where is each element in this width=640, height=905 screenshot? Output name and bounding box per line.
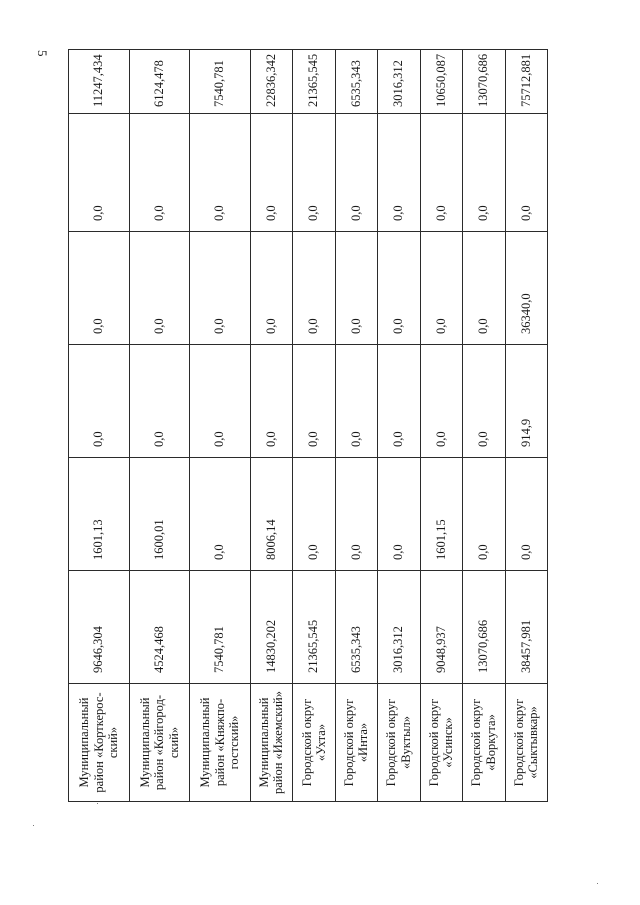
value-cell: 0,0 bbox=[378, 232, 420, 345]
total-cell: 6535,343 bbox=[335, 50, 377, 114]
value-cell: 0,0 bbox=[335, 458, 377, 571]
total-cell: 3016,312 bbox=[378, 50, 420, 114]
value-cell: 0,0 bbox=[378, 114, 420, 232]
total-cell: 10650,087 bbox=[420, 50, 462, 114]
value-cell: 0,0 bbox=[69, 114, 130, 232]
value-cell: 3016,312 bbox=[378, 571, 420, 684]
total-cell: 11247,434 bbox=[69, 50, 130, 114]
value-cell: 0,0 bbox=[129, 114, 190, 232]
value-cell: 1600,01 bbox=[129, 458, 190, 571]
value-cell: 0,0 bbox=[378, 345, 420, 458]
scan-speck bbox=[597, 883, 598, 884]
value-cell: 0,0 bbox=[250, 232, 292, 345]
municipality-name: Муниципальный район «Корткерос-ский» bbox=[69, 684, 130, 802]
total-cell: 6124,478 bbox=[129, 50, 190, 114]
table-row bbox=[420, 50, 462, 802]
value-cell: 0,0 bbox=[335, 232, 377, 345]
value-cell: 0,0 bbox=[420, 114, 462, 232]
value-cell: 14830,202 bbox=[250, 571, 292, 684]
value-cell: 0,0 bbox=[505, 114, 548, 232]
value-cell: 0,0 bbox=[293, 345, 335, 458]
value-cell: 0,0 bbox=[293, 458, 335, 571]
value-cell: 13070,686 bbox=[463, 571, 505, 684]
municipality-name: Городской округ «Вуктыл» bbox=[378, 684, 420, 802]
table-row bbox=[250, 50, 292, 802]
table-row bbox=[378, 50, 420, 802]
municipality-name: Муниципальный район «Ижемский» bbox=[250, 684, 292, 802]
municipality-name: Муниципальный район «Койгород-ский» bbox=[129, 684, 190, 802]
municipality-name: Муниципальный район «Княжпо-гостский» bbox=[190, 684, 251, 802]
total-cell: 7540,781 bbox=[190, 50, 251, 114]
value-cell: 8006,14 bbox=[250, 458, 292, 571]
rotated-table-container bbox=[68, 50, 548, 802]
value-cell: 0,0 bbox=[190, 345, 251, 458]
municipality-name: Городской округ «Усинск» bbox=[420, 684, 462, 802]
value-cell: 0,0 bbox=[129, 345, 190, 458]
value-cell: 1601,15 bbox=[420, 458, 462, 571]
value-cell: 0,0 bbox=[505, 458, 548, 571]
total-cell: 75712,881 bbox=[505, 50, 548, 114]
value-cell: 0,0 bbox=[463, 458, 505, 571]
municipality-name: Городской округ «Инта» bbox=[335, 684, 377, 802]
value-cell: 0,0 bbox=[250, 345, 292, 458]
table-row bbox=[463, 50, 505, 802]
table-row bbox=[190, 50, 251, 802]
value-cell: 0,0 bbox=[420, 232, 462, 345]
value-cell: 0,0 bbox=[335, 345, 377, 458]
table-row bbox=[505, 50, 548, 802]
value-cell: 0,0 bbox=[69, 345, 130, 458]
value-cell: 0,0 bbox=[293, 114, 335, 232]
value-cell: 9048,937 bbox=[420, 571, 462, 684]
municipality-name: Городской округ «Воркута» bbox=[463, 684, 505, 802]
value-cell: 0,0 bbox=[463, 232, 505, 345]
value-cell: 0,0 bbox=[129, 232, 190, 345]
page-number: 5 bbox=[35, 50, 50, 57]
value-cell: 0,0 bbox=[378, 458, 420, 571]
value-cell: 7540,781 bbox=[190, 571, 251, 684]
value-cell: 0,0 bbox=[463, 345, 505, 458]
value-cell: 914,9 bbox=[505, 345, 548, 458]
budget-allocation-table bbox=[68, 49, 548, 802]
table-row bbox=[69, 50, 130, 802]
total-cell: 13070,686 bbox=[463, 50, 505, 114]
value-cell: 0,0 bbox=[420, 345, 462, 458]
value-cell: 0,0 bbox=[190, 458, 251, 571]
value-cell: 0,0 bbox=[190, 114, 251, 232]
municipality-name: Городской округ «Ухта» bbox=[293, 684, 335, 802]
value-cell: 9646,304 bbox=[69, 571, 130, 684]
municipality-name: Городской округ «Сыктывкар» bbox=[505, 684, 548, 802]
value-cell: 21365,545 bbox=[293, 571, 335, 684]
value-cell: 0,0 bbox=[190, 232, 251, 345]
value-cell: 38457,981 bbox=[505, 571, 548, 684]
value-cell: 0,0 bbox=[463, 114, 505, 232]
scan-speck bbox=[33, 825, 34, 826]
value-cell: 0,0 bbox=[250, 114, 292, 232]
table-row bbox=[335, 50, 377, 802]
table-row bbox=[129, 50, 190, 802]
value-cell: 6535,343 bbox=[335, 571, 377, 684]
value-cell: 0,0 bbox=[293, 232, 335, 345]
value-cell: 1601,13 bbox=[69, 458, 130, 571]
scan-speck bbox=[97, 803, 98, 804]
total-cell: 21365,545 bbox=[293, 50, 335, 114]
value-cell: 0,0 bbox=[335, 114, 377, 232]
value-cell: 4524,468 bbox=[129, 571, 190, 684]
value-cell: 0,0 bbox=[69, 232, 130, 345]
total-cell: 22836,342 bbox=[250, 50, 292, 114]
value-cell: 36340,0 bbox=[505, 232, 548, 345]
table-row bbox=[293, 50, 335, 802]
